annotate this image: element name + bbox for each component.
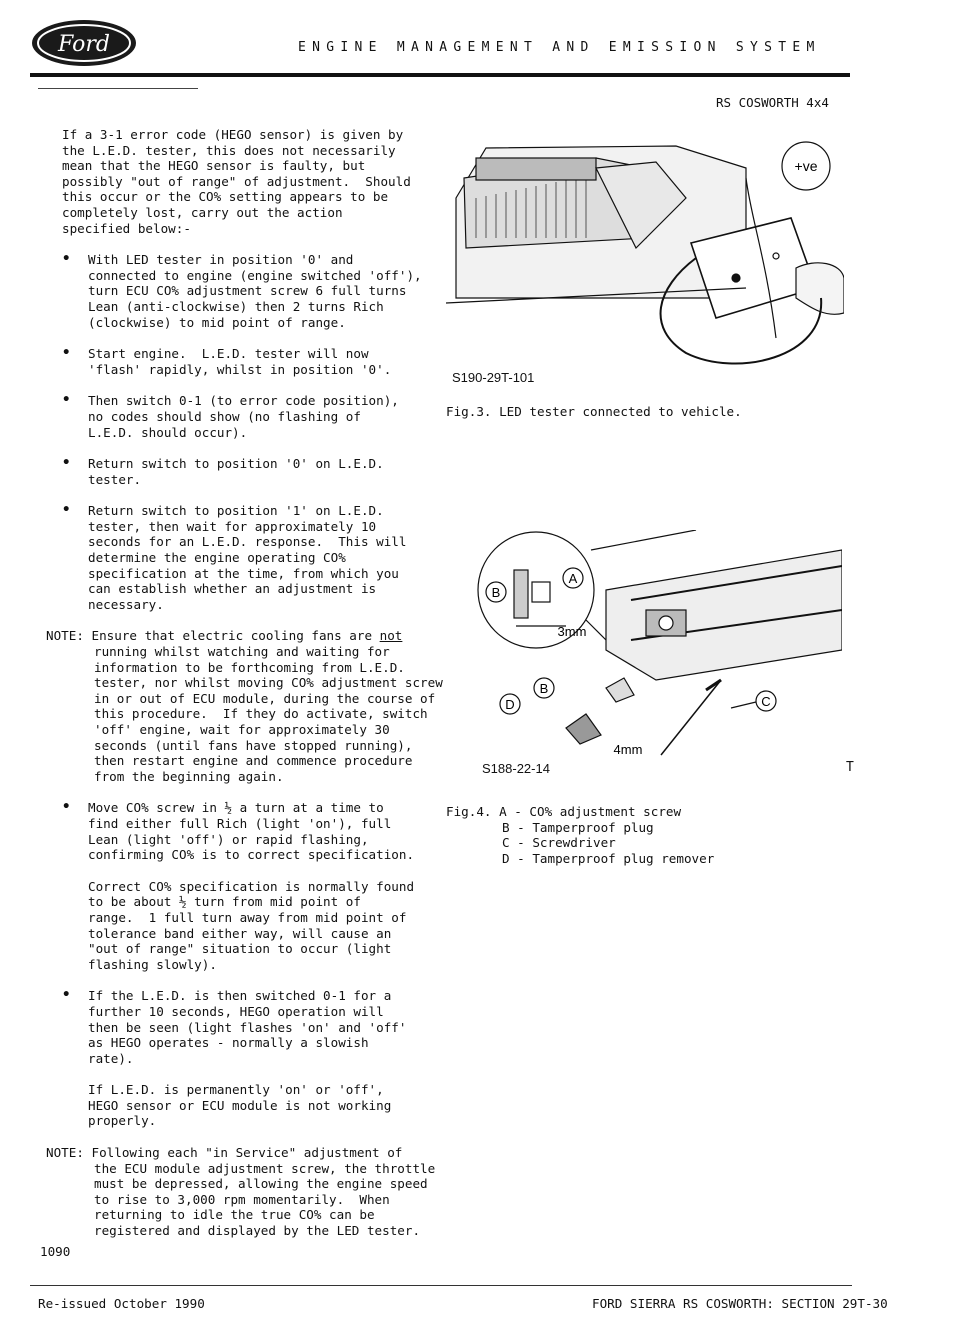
bullet-item: • Return switch to position '1' on L.E.D. tester, then wait for approximately 10 seconds for an L.E.D. response. This will determine the engine operating CO% specification at the time, from which you can establish whether an adjustment is necessary. (62, 503, 442, 612)
model-label: RS COSWORTH 4x4 (716, 95, 829, 110)
reissue-date: Re-issued October 1990 (38, 1296, 205, 1311)
figure-3-caption: Fig.3. LED tester connected to vehicle. (446, 404, 742, 419)
logo-text: Ford (58, 32, 110, 57)
note-body: the ECU module adjustment screw, the throttle must be depressed, allowing the engine speed to rise to 3,000 rpm momentarily. When returning to idle the true CO% can be registered and displayed by the LED tester. (94, 1160, 436, 1239)
label-c: C (761, 694, 771, 709)
bullet-item: • Then switch 0-1 (to error code position), no codes should show (no flashing of L.E.D. should occur). (62, 393, 442, 440)
legend-item: D - Tamperproof plug remover (502, 850, 715, 866)
header-title: ENGINE MANAGEMENT AND EMISSION SYSTEM (298, 40, 821, 55)
bullet-item: • Move CO% screw in ½ a turn at a time to find either full Rich (light 'on'), full Lean (light 'off') or rapid flashing, confirming CO% is to correct specification. (62, 800, 442, 862)
legend-item: B - Tamperproof plug (502, 819, 654, 835)
note-label: NOTE: (46, 628, 84, 644)
bullet-item: • If the L.E.D. is then switched 0-1 for a further 10 seconds, HEGO operation will then be seen (light flashes 'on' and 'off' as HEGO operates - normally a slowish rate). (62, 988, 442, 1066)
dimension-4mm: 4mm (613, 742, 643, 757)
figure-4-id: S188-22-14 (482, 761, 550, 776)
figure-led-tester-connected (446, 138, 844, 366)
figure-4-title: Fig.4. (446, 804, 492, 819)
bullet-item: • With LED tester in position '0' and connected to engine (engine switched 'off'), turn ECU CO% adjustment screw 6 full turns Lean (anti-clockwise) then 2 turns Rich (clockwise) to mid point of range. (62, 252, 442, 330)
page-number: 1090 (40, 1244, 71, 1259)
intro-paragraph: If a 3-1 error code (HEGO sensor) is given by the L.E.D. tester, this does not necessarily mean that the HEGO sensor is faulty, but possibly "out of range" of adjustment. Should this occur or the CO% setting appears to be completely lost, carry out the action specified below:- (62, 127, 411, 236)
note-line: Following each "in Service" adjustment of (83, 1145, 403, 1161)
bullet-item: • Return switch to position '0' on L.E.D. tester. (62, 456, 442, 487)
note-label: NOTE: (46, 1145, 84, 1161)
label-b: B (539, 681, 549, 696)
dimension-3mm: 3mm (557, 624, 587, 639)
figure-3-id: S190-29T-101 (452, 370, 535, 385)
left-column (46, 127, 443, 1239)
label-a: A (568, 571, 578, 586)
ford-logo (30, 18, 138, 68)
positive-terminal-label: +ve (794, 158, 818, 174)
note-line: Ensure that electric cooling fans are (83, 628, 380, 644)
footer-rule (30, 1285, 852, 1286)
legend-item: C - Screwdriver (502, 835, 616, 851)
legend-item: A - CO% adjustment screw (499, 804, 682, 819)
permanent-paragraph: If L.E.D. is permanently 'on' or 'off', HEGO sensor or ECU module is not working properly. (88, 1082, 392, 1129)
figure-co-adjustment-screw (456, 530, 842, 760)
section-reference: FORD SIERRA RS COSWORTH: SECTION 29T-30 (592, 1296, 888, 1311)
figure-4-caption (446, 804, 714, 866)
note-body: running whilst watching and waiting for information to be forthcoming from L.E.D. tester, nor whilst moving CO% adjustment screw in or out of ECU module, during the course of this procedure. If they do activate, switch 'off' engine, wait for approximately 30 seconds (until fans have stopped running), then restart engine and commence procedure from the beginning again. (94, 644, 443, 784)
header-rule (30, 73, 850, 77)
note-cooling-fans (46, 628, 442, 784)
bullet-item: • Start engine. L.E.D. tester will now 'flash' rapidly, whilst in position '0'. (62, 346, 442, 377)
note-in-service (46, 1145, 442, 1239)
note-emphasis: not (379, 628, 403, 644)
side-mark: T (846, 760, 854, 775)
label-b-detail: B (491, 585, 501, 600)
header-subrule (38, 88, 198, 89)
label-d: D (505, 697, 515, 712)
correct-spec-paragraph: Correct CO% specification is normally found to be about ½ turn from mid point of range. 1 full turn away from mid point of tolerance band either way, will cause an "out of range" situation to occur (light flashing slowly). (88, 878, 415, 972)
